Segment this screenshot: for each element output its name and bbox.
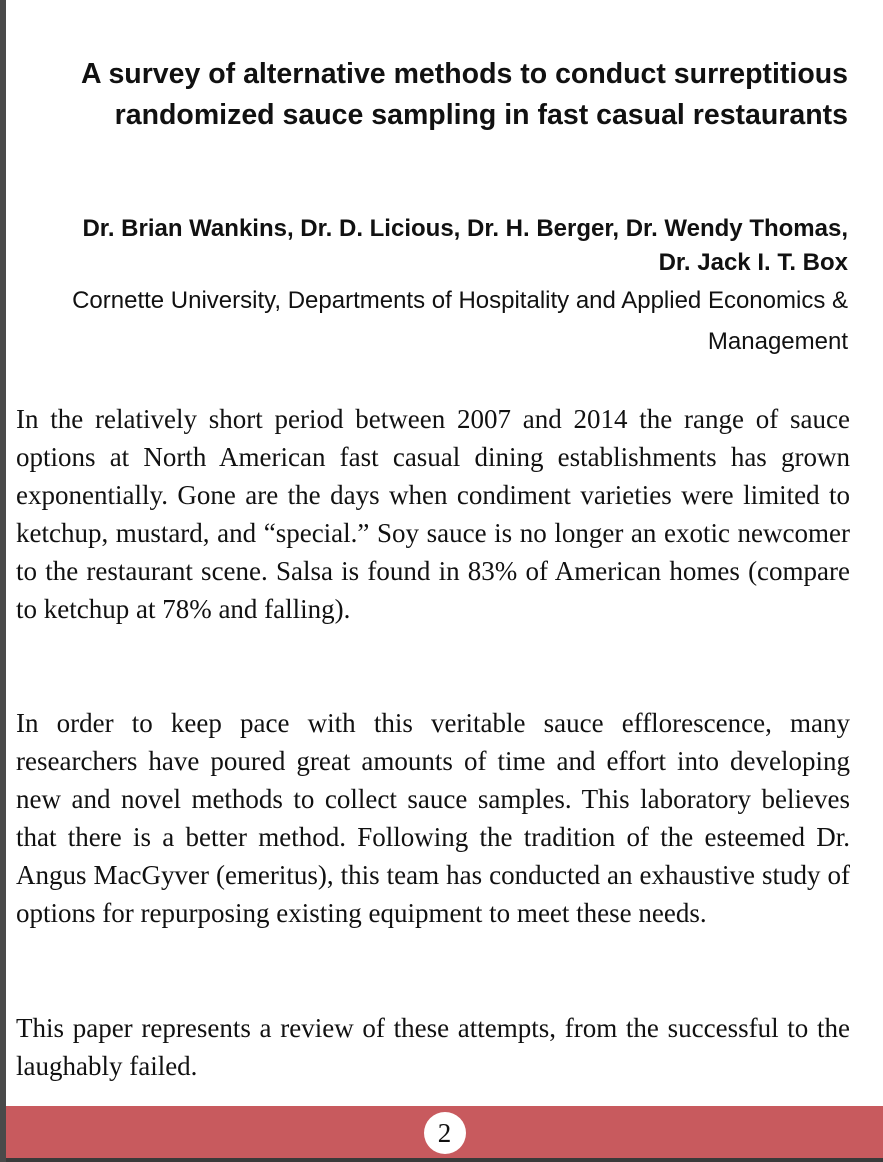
page-footer-band [6, 1106, 883, 1158]
body-paragraph-2: In order to keep pace with this veritable sauce efflorescence, many researchers have poured great amounts of time and effort into developing new and novel methods to collect sauce samples. This laboratory believes that there is a better method. Following the tradition of the esteemed Dr. Angus MacGyver (emeritus), this team has conducted an exhaustive study of options for repurposing existing equipment to meet these needs. [16, 708, 850, 928]
paper-title: A survey of alternative methods to conduct surreptitious randomized sauce sampling in fast casual restaurants [81, 58, 848, 131]
paper-page [6, 0, 883, 1162]
affiliation: Cornette University, Departments of Hospitality and Applied Economics & Management [72, 287, 848, 355]
author-list: Dr. Brian Wankins, Dr. D. Licious, Dr. H. Berger, Dr. Wendy Thomas, Dr. Jack I. T. Box [82, 215, 848, 276]
bottom-divider [6, 1158, 883, 1162]
body-paragraph-1: In the relatively short period between 2007 and 2014 the range of sauce options at North American fast casual dining establishments has grown exponentially. Gone are the days when condiment varieties were limited to ketchup, mustard, and “special.” Soy sauce is no longer an exotic newcomer to the restaurant scene. Salsa is found in 83% of American homes (compare to ketchup at 78% and falling). [16, 404, 850, 624]
body-paragraph-3: This paper represents a review of these attempts, from the successful to the laughably failed. [16, 1013, 850, 1081]
page-number-badge: 2 [424, 1112, 466, 1154]
